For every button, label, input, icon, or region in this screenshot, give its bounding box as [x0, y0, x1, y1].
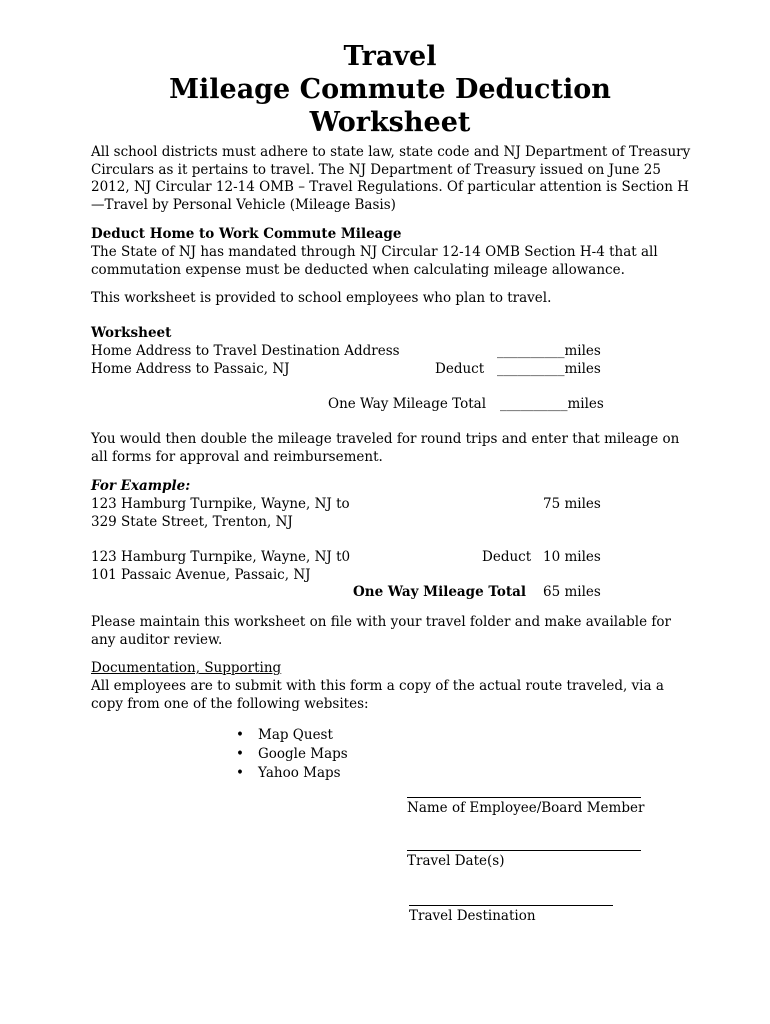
deduct-heading: Deduct Home to Work Commute Mileage: [91, 226, 402, 242]
travel-destination-line: [409, 905, 613, 906]
example-miles-1: 75 miles: [543, 496, 601, 512]
worksheet-total-miles-field: __________miles: [500, 396, 604, 412]
example-miles-2: 10 miles: [543, 549, 601, 565]
example-to-1: 329 State Street, Trenton, NJ: [91, 514, 293, 530]
worksheet-row2-miles-field: __________miles: [497, 361, 601, 377]
list-item: [236, 727, 333, 745]
title-line-2: Mileage Commute Deduction: [169, 74, 611, 105]
list-item-label: Map Quest: [258, 727, 333, 743]
employee-signature-label: Name of Employee/Board Member: [407, 800, 645, 816]
travel-destination-label: Travel Destination: [409, 908, 536, 924]
travel-date-label: Travel Date(s): [407, 853, 505, 869]
employee-signature-line: [407, 797, 641, 798]
double-mileage-paragraph: You would then double the mileage traveled for round trips and enter that mileage on all forms for approval and reimbursement.: [91, 431, 680, 465]
bullet-icon: •: [236, 765, 244, 781]
example-total-miles: 65 miles: [543, 584, 601, 600]
list-item: [236, 746, 348, 764]
title-line-1: Travel: [343, 41, 437, 72]
example-heading: For Example:: [91, 478, 191, 494]
worksheet-row1-miles-field: __________miles: [497, 343, 601, 359]
list-item-label: Google Maps: [258, 746, 348, 762]
maintain-paragraph: Please maintain this worksheet on file with your travel folder and make available for any auditor review.: [91, 614, 671, 648]
worksheet-total-label: One Way Mileage Total: [328, 396, 487, 412]
worksheet-heading: Worksheet: [91, 325, 172, 341]
travel-date-line: [407, 850, 641, 851]
bullet-icon: •: [236, 727, 244, 743]
title-line-3: Worksheet: [309, 107, 471, 138]
list-item: [236, 765, 341, 783]
documentation-heading: Documentation, Supporting: [91, 660, 282, 676]
bullet-icon: •: [236, 746, 244, 762]
example-from-1: 123 Hamburg Turnpike, Wayne, NJ to: [91, 496, 350, 512]
documentation-paragraph: All employees are to submit with this form a copy of the actual route traveled, via a copy from one of the following websites:: [91, 678, 664, 712]
example-to-2: 101 Passaic Avenue, Passaic, NJ: [91, 567, 311, 583]
worksheet-row2-label: Home Address to Passaic, NJ: [91, 361, 290, 377]
worksheet-row1-label: Home Address to Travel Destination Address: [91, 343, 400, 359]
example-total-label: One Way Mileage Total: [353, 584, 527, 600]
provided-paragraph: This worksheet is provided to school employees who plan to travel.: [91, 290, 552, 306]
intro-paragraph: All school districts must adhere to state law, state code and NJ Department of Treasury Circulars as it pertains to travel. The NJ Department of Treasury issued on June 25 2012, NJ Circular 12-14 OMB – Travel Regulations. Of particular attention is Section H—Travel by Personal Vehicle (Mileage Basis): [91, 144, 691, 213]
example-from-2: 123 Hamburg Turnpike, Wayne, NJ t0: [91, 549, 351, 565]
deduct-paragraph: The State of NJ has mandated through NJ Circular 12-14 OMB Section H-4 that all commutation expense must be deducted when calculating mileage allowance.: [91, 244, 658, 278]
list-item-label: Yahoo Maps: [258, 765, 341, 781]
example-deduct-label: Deduct: [482, 549, 532, 565]
worksheet-row2-deduct-label: Deduct: [435, 361, 485, 377]
